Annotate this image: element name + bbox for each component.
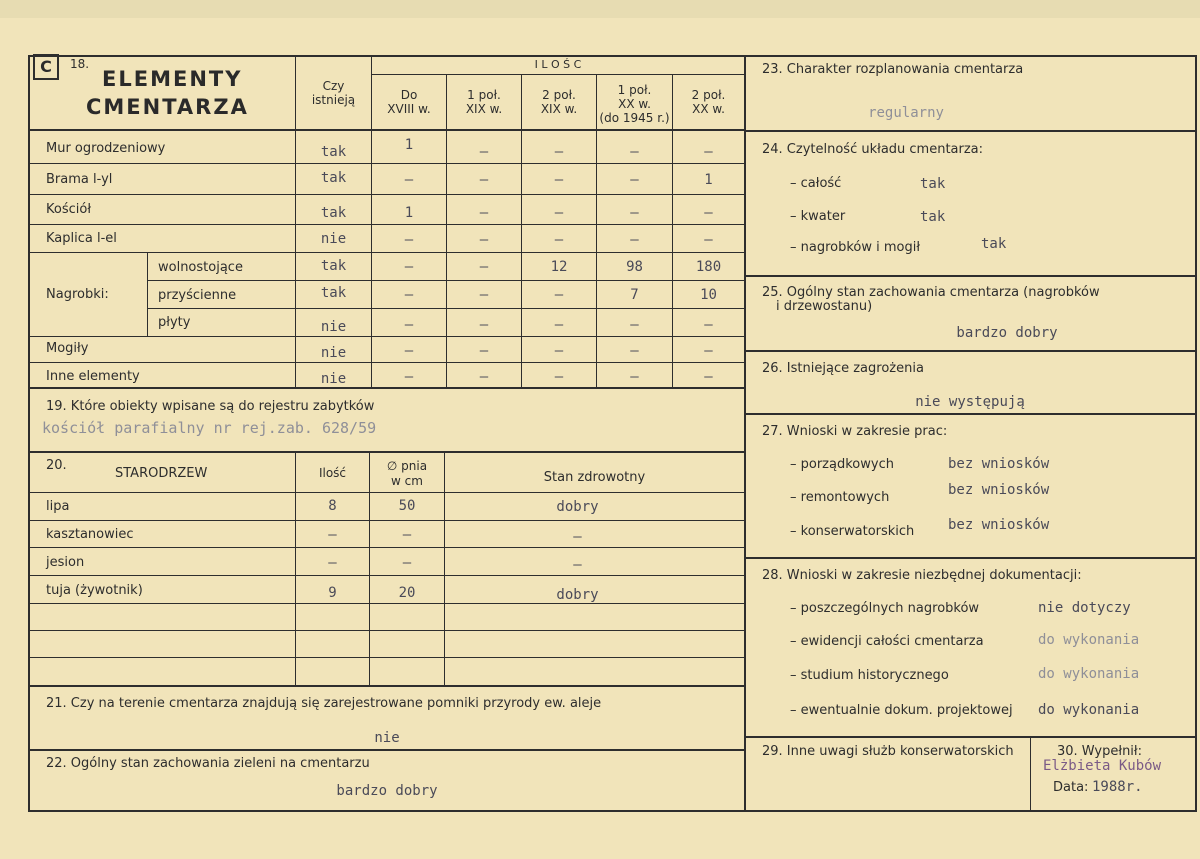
s18-row-label: Inne elementy xyxy=(46,369,140,384)
s20-row-line xyxy=(28,657,744,658)
s18-row-label: Mur ogrodzeniowy xyxy=(46,141,166,156)
s18-row-label: przyścienne xyxy=(158,288,237,303)
s18-value: – xyxy=(630,172,639,188)
s20-row-label: jesion xyxy=(46,555,85,570)
s20-col-pnia-line1: ∅ pnia xyxy=(386,459,428,473)
s18-row-line xyxy=(28,336,744,337)
s20-row-label: tuja (żywotnik) xyxy=(46,583,143,598)
s20-row-line xyxy=(28,492,744,493)
s18-czy-value: nie xyxy=(320,319,347,335)
s18-value: – xyxy=(630,205,639,221)
s25-bottom xyxy=(745,350,1197,352)
s18-nagrobki-label: Nagrobki: xyxy=(46,287,109,302)
s18-row-line xyxy=(147,308,744,309)
s18-ilosc-header: I L O Ś C xyxy=(534,58,582,71)
s20-ilosc-value: 8 xyxy=(328,498,337,514)
s20-col-stan: Stan zdrowotny xyxy=(543,470,646,485)
s19-value: kościół parafialny nr rej.zab. 628/59 xyxy=(42,419,377,437)
frame-right xyxy=(1195,55,1197,812)
s18-value: – xyxy=(404,369,414,385)
s18-value: – xyxy=(404,259,414,275)
s18-nagrobki-vline xyxy=(147,252,148,336)
s28-item-value: nie dotyczy xyxy=(1038,600,1131,616)
s18-value: – xyxy=(404,343,414,359)
s27-label: 27. Wnioski w zakresie prac: xyxy=(762,424,948,439)
s26-bottom xyxy=(745,413,1197,415)
s26-value: nie występują xyxy=(915,394,1025,410)
s24-item-label: – kwater xyxy=(790,209,846,224)
s18-value: – xyxy=(704,232,713,248)
s18-value: – xyxy=(479,144,489,160)
s18-value: – xyxy=(479,205,489,221)
s19-bottom xyxy=(28,451,744,453)
s18-row-line xyxy=(28,194,744,195)
s18-col4-line1: 1 poł. xyxy=(617,83,652,97)
s18-value: – xyxy=(630,232,639,248)
s23-bottom xyxy=(745,130,1197,132)
s24-bottom xyxy=(745,275,1197,277)
s18-value: – xyxy=(704,317,713,333)
s18-bottom xyxy=(28,387,744,389)
s20-row-label: lipa xyxy=(46,499,70,514)
s18-value: – xyxy=(630,317,639,333)
s18-row-line xyxy=(28,252,744,253)
s23-label: 23. Charakter rozplanowania cmentarza xyxy=(762,62,1024,77)
s25-value: bardzo dobry xyxy=(956,325,1058,341)
s18-czy-value: nie xyxy=(320,371,347,387)
s25-label-line1: 25. Ogólny stan zachowania cmentarza (nagrobków xyxy=(762,285,1100,300)
s18-row-line xyxy=(28,163,744,164)
s18-row-label: Mogiły xyxy=(46,341,89,356)
s18-col2-line2: XIX w. xyxy=(465,102,503,116)
s18-value: – xyxy=(630,369,639,385)
s18-ilosc-rule xyxy=(371,74,744,75)
s19-label: 19. Które obiekty wpisane są do rejestru zabytków xyxy=(46,399,375,414)
s29-s30-divider xyxy=(1030,737,1031,811)
frame-top xyxy=(28,55,1197,57)
s18-col1-line1: Do xyxy=(400,88,418,102)
s24-item-value: tak xyxy=(920,209,946,225)
s25-label-line2: i drzewostanu) xyxy=(776,299,873,314)
s28-item-label: – ewentualnie dokum. projektowej xyxy=(790,703,1013,718)
s18-value: – xyxy=(404,232,414,248)
s24-item-value: tak xyxy=(920,176,946,192)
s24-item-label: – całość xyxy=(790,176,842,191)
s18-czy-value: tak xyxy=(320,205,347,221)
s27-item-label: – remontowych xyxy=(790,490,890,505)
s20-stan-value: – xyxy=(573,557,582,573)
s27-item-label: – konserwatorskich xyxy=(790,524,915,539)
s27-item-label: – porządkowych xyxy=(790,457,894,472)
s24-label: 24. Czytelność układu cmentarza: xyxy=(762,142,984,157)
s18-vline xyxy=(446,74,447,388)
s18-czy-value: tak xyxy=(320,144,347,160)
s27-item-value: bez wniosków xyxy=(948,456,1050,472)
s18-col2-line1: 1 poł. xyxy=(467,88,501,102)
frame-bottom xyxy=(28,810,1197,812)
s18-value: 12 xyxy=(550,259,568,275)
s20-ilosc-value: – xyxy=(328,527,337,543)
s21-value: nie xyxy=(374,730,400,746)
s18-czy-value: tak xyxy=(320,285,347,301)
s18-value: – xyxy=(404,287,414,303)
s18-value: – xyxy=(404,317,414,333)
s18-value: – xyxy=(554,232,564,248)
s24-item-value: tak xyxy=(981,236,1007,252)
s30-date-label: Data: xyxy=(1053,780,1089,795)
s18-value: – xyxy=(479,369,489,385)
s18-value: – xyxy=(630,343,639,359)
s20-stan-value: dobry xyxy=(556,587,599,603)
s20-title: STARODRZEW xyxy=(115,466,208,481)
s26-label: 26. Istniejące zagrożenia xyxy=(762,361,924,376)
s18-value: – xyxy=(479,343,489,359)
s20-pnia-value: 20 xyxy=(398,585,416,601)
s18-czy-value: nie xyxy=(320,231,347,247)
s18-value: – xyxy=(554,287,564,303)
s20-bottom xyxy=(28,685,744,687)
s18-czy-value: nie xyxy=(320,345,347,361)
s20-row-line xyxy=(28,547,744,548)
s20-stan-value: dobry xyxy=(556,499,599,515)
s30-label: 30. Wypełnił: xyxy=(1057,744,1142,759)
s18-value: – xyxy=(554,343,564,359)
s18-value: – xyxy=(554,144,564,160)
s18-value: 98 xyxy=(626,259,643,275)
s27-item-value: bez wniosków xyxy=(948,517,1050,533)
s28-item-label: – poszczególnych nagrobków xyxy=(790,601,980,616)
s18-col5-line1: 2 poł. xyxy=(691,88,726,102)
s18-col3-line1: 2 poł. xyxy=(542,88,576,102)
s21-label: 21. Czy na terenie cmentarza znajdują się zarejestrowane pomniki przyrody ew. aleje xyxy=(46,696,602,711)
s18-value: – xyxy=(554,205,564,221)
s18-value: – xyxy=(630,144,639,160)
s18-value: – xyxy=(554,317,564,333)
s18-value: – xyxy=(554,172,564,188)
s28-item-value: do wykonania xyxy=(1038,632,1140,648)
s18-number: 18. xyxy=(70,57,90,71)
s20-ilosc-value: 9 xyxy=(328,585,337,601)
s18-value: – xyxy=(704,369,713,385)
s18-row-line xyxy=(28,362,744,363)
s20-col-pnia-line2: w cm xyxy=(391,474,423,488)
s18-value: – xyxy=(404,172,414,188)
s18-header-bottom xyxy=(28,129,744,131)
s20-ilosc-value: – xyxy=(328,555,337,571)
frame-left xyxy=(28,55,30,812)
s24-item-label: – nagrobków i mogił xyxy=(790,240,921,255)
s20-pnia-value: – xyxy=(402,527,412,543)
s18-title-line2: CMENTARZA xyxy=(86,95,249,119)
s18-col-czy-line1: Czy xyxy=(322,79,345,93)
s28-bottom xyxy=(745,736,1197,738)
s18-value: 1 xyxy=(704,172,713,188)
s22-label: 22. Ogólny stan zachowania zieleni na cmentarzu xyxy=(46,756,370,771)
s20-pnia-value: – xyxy=(402,555,412,571)
s20-pnia-value: 50 xyxy=(398,498,416,514)
s18-value: – xyxy=(479,287,489,303)
s18-value: 10 xyxy=(700,287,717,303)
s18-title-line1: ELEMENTY xyxy=(102,67,243,91)
s18-value: – xyxy=(704,343,713,359)
s18-vline xyxy=(672,74,673,388)
s20-row-label: kasztanowiec xyxy=(46,527,134,542)
s18-value: – xyxy=(479,232,489,248)
s18-col5-line2: XX w. xyxy=(692,102,725,116)
s18-row-label: Kaplica l-el xyxy=(46,231,117,246)
s20-row-line xyxy=(28,603,744,604)
s28-item-value: do wykonania xyxy=(1038,702,1140,718)
s18-row-label: Kościół xyxy=(46,202,92,217)
s18-col4-line2: XX w. xyxy=(618,97,651,111)
s18-value: 1 xyxy=(404,137,414,153)
s18-value: – xyxy=(479,259,489,275)
s30-date-value: 1988r. xyxy=(1092,779,1143,795)
s20-col-ilosc: Ilość xyxy=(318,466,347,480)
s28-label: 28. Wnioski w zakresie niezbędnej dokumentacji: xyxy=(762,568,1082,583)
s18-row-label: Brama l-yl xyxy=(46,172,113,187)
s27-item-value: bez wniosków xyxy=(948,482,1050,498)
s18-value: – xyxy=(479,172,489,188)
s20-row-line xyxy=(28,630,744,631)
s18-vline xyxy=(521,74,522,388)
section-letter-box: C xyxy=(33,54,59,80)
s28-item-label: – ewidencji całości cmentarza xyxy=(790,634,984,649)
s18-row-label: płyty xyxy=(158,315,191,330)
card-top-strip xyxy=(0,0,1200,18)
s18-value: 180 xyxy=(695,259,722,275)
s21-bottom xyxy=(28,749,744,751)
s27-bottom xyxy=(745,557,1197,559)
s18-row-line xyxy=(28,224,744,225)
s30-name-stamp: Elżbieta Kubów xyxy=(1043,758,1162,774)
s18-col-czy-line2: istnieją xyxy=(311,93,356,107)
s18-czy-value: tak xyxy=(320,170,347,186)
s18-czy-value: tak xyxy=(320,258,347,274)
s28-item-value: do wykonania xyxy=(1038,666,1140,682)
s18-value: – xyxy=(704,205,713,221)
s18-value: – xyxy=(479,317,489,333)
s20-stan-value: – xyxy=(573,529,582,545)
s18-value: 1 xyxy=(404,205,414,221)
s20-row-line xyxy=(28,575,744,576)
s29-label: 29. Inne uwagi służb konserwatorskich xyxy=(762,744,1014,759)
s28-item-label: – studium historycznego xyxy=(790,668,949,683)
s18-col3-line2: XIX w. xyxy=(540,102,578,116)
s18-value: 7 xyxy=(630,287,639,303)
s18-row-label: wolnostojące xyxy=(158,260,243,275)
s22-value: bardzo dobry xyxy=(336,783,438,799)
s18-col4-line3: (do 1945 r.) xyxy=(599,111,670,125)
s23-value: regularny xyxy=(868,105,944,121)
s20-row-line xyxy=(28,520,744,521)
s18-value: – xyxy=(554,369,564,385)
s18-row-line xyxy=(147,280,744,281)
s18-col1-line2: XVIII w. xyxy=(387,102,431,116)
s20-number: 20. xyxy=(46,458,67,473)
s18-value: – xyxy=(704,144,713,160)
frame-middle xyxy=(744,55,746,812)
